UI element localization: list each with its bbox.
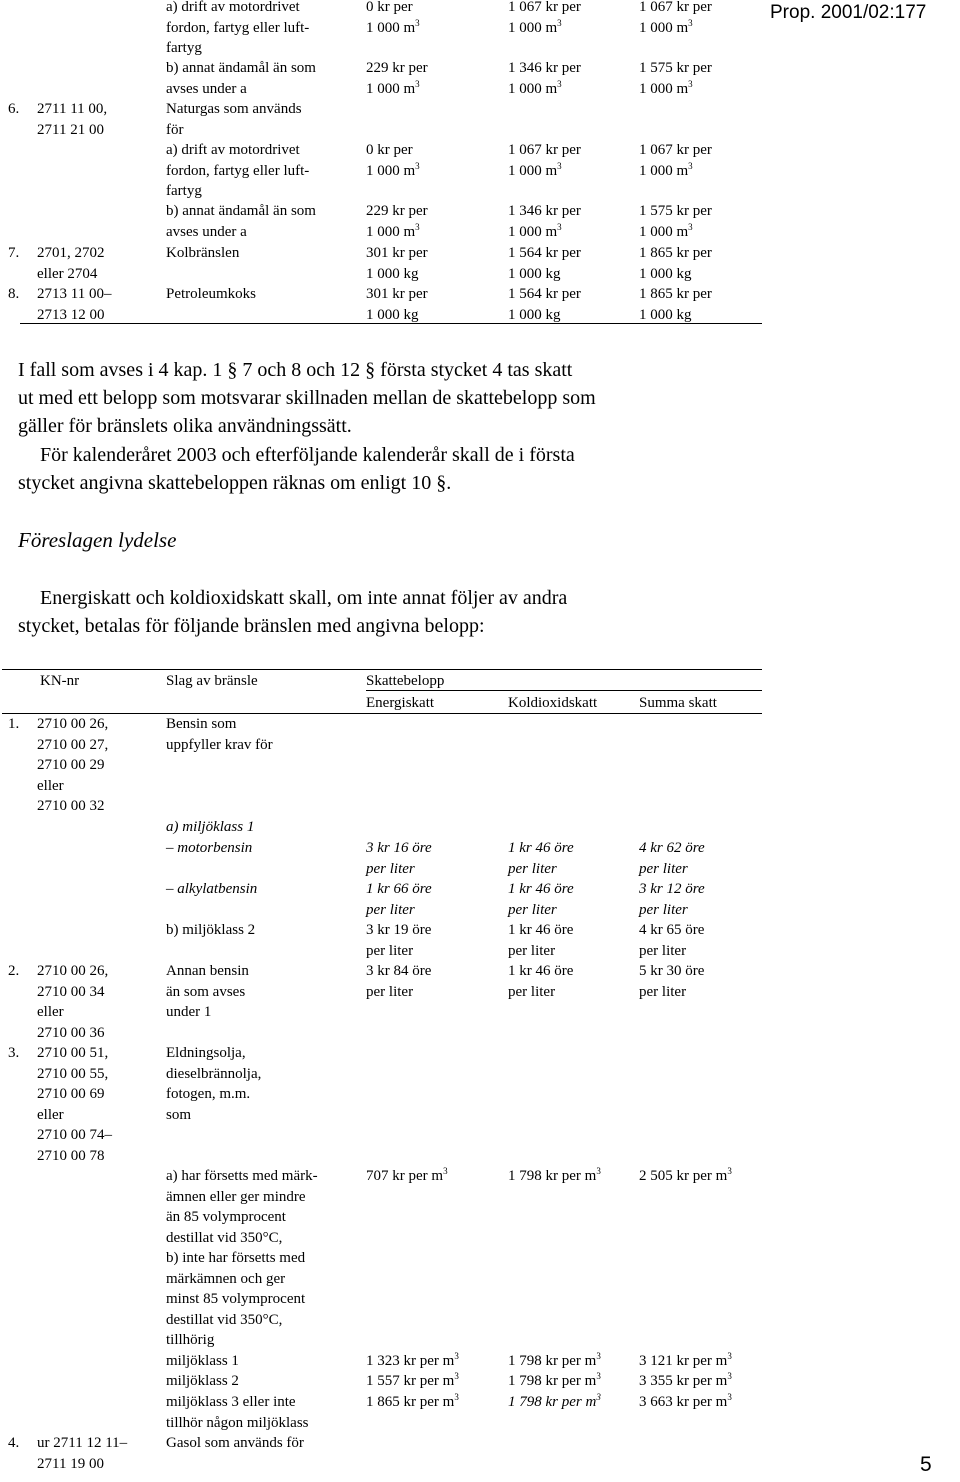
cell-e: 3 kr 84 öre: [366, 963, 432, 979]
cell-kn: eller 2704: [37, 265, 98, 282]
cell-v3: 1 000 $m^3$: [639, 221, 693, 240]
cell-e: 1 557 kr per $m^3$: [366, 1371, 459, 1389]
header-co2-tax: Koldioxidskatt: [508, 695, 598, 711]
cell-c: 1 kr 46 öre: [508, 881, 574, 897]
cell-v1: 301 kr per: [366, 286, 428, 302]
cell-kn: 2711 19 00: [37, 1455, 104, 1472]
cell-v1: 0 kr per: [366, 142, 413, 158]
cell-c: per liter: [508, 901, 557, 918]
cell-s: per liter: [639, 983, 687, 1000]
cell-e: 1 323 kr per $m^3$: [366, 1351, 459, 1369]
cell-kn: 2710 00 51,: [37, 1045, 109, 1061]
header-kn-nr: KN-nr: [40, 673, 80, 689]
cell-v3: 1 575 kr per: [639, 203, 712, 219]
cell-v3: 1 000 kg: [639, 306, 692, 323]
cell-v2: 1 000 $m^3$: [508, 160, 562, 179]
cell-kind: Bensin som: [166, 716, 237, 732]
cell-c: 1 798 kr per $m^3$: [508, 1166, 601, 1184]
cell-kind: b) inte har försetts med: [166, 1250, 306, 1266]
cell-kind: b) annat ändamål än som: [166, 60, 316, 76]
cell-s: 2 505 kr per $m^3$: [639, 1166, 732, 1184]
cell-v2: 1 067 kr per: [508, 142, 581, 158]
cell-no: 3.: [8, 1045, 20, 1061]
cell-v2: 1 346 kr per: [508, 60, 581, 76]
cell-kn: 2711 21 00: [37, 121, 104, 138]
cell-s: 5 kr 30 öre: [639, 963, 705, 979]
cell-kn: 2710 00 74–: [37, 1127, 112, 1143]
cell-kn: 2710 00 34: [37, 983, 105, 1000]
cell-kind: fartyg: [166, 40, 202, 56]
cell-e: 3 kr 16 öre: [366, 840, 432, 856]
cell-kind: a) drift av motordrivet: [166, 0, 300, 15]
cell-kind: Kolbränslen: [166, 245, 240, 261]
cell-s: 3 355 kr per $m^3$: [639, 1371, 732, 1389]
cell-kn: 2701, 2702: [37, 245, 105, 261]
cell-v1: 229 kr per: [366, 60, 428, 76]
cell-kind: destillat vid 350°C,: [166, 1311, 283, 1328]
header-total-tax: Summa skatt: [639, 695, 717, 711]
cell-kind: – alkylatbensin: [166, 881, 258, 897]
header-fuel-type: Slag av bränsle: [166, 673, 258, 689]
cell-s: 3 kr 12 öre: [639, 881, 705, 897]
cell-v1: 1 000 kg: [366, 306, 419, 323]
proposition-number: Prop. 2001/02:177: [770, 2, 927, 23]
table1-bottom-rule: [20, 323, 762, 324]
cell-kind: Annan bensin: [166, 963, 249, 979]
cell-kn: eller: [37, 1004, 64, 1020]
cell-no: 8.: [8, 286, 20, 302]
cell-c: 1 kr 46 öre: [508, 963, 574, 979]
cell-v3: 1 575 kr per: [639, 60, 712, 76]
p2-line: För kalenderåret 2003 och efterföljande kalenderår skall de i första: [40, 444, 575, 466]
cell-c: 1 798 kr per $m^3$: [508, 1351, 601, 1369]
cell-v1: 229 kr per: [366, 203, 428, 219]
cell-no: 6.: [8, 101, 20, 117]
header-tax-rule: [366, 690, 762, 691]
cell-v2: 1 564 kr per: [508, 245, 581, 261]
cell-e: per liter: [366, 860, 415, 877]
section-heading-proposed: Föreslagen lydelse: [18, 528, 177, 552]
cell-e: 707 kr per $m^3$: [366, 1166, 448, 1184]
cell-kind: än som avses: [166, 983, 246, 1000]
cell-v2: 1 000 kg: [508, 306, 561, 323]
cell-v3: 1 865 kr per: [639, 286, 712, 302]
cell-v1: 1 000 $m^3$: [366, 221, 420, 240]
cell-kind: avses under a: [166, 80, 247, 97]
cell-s: 4 kr 62 öre: [639, 840, 705, 856]
cell-c: 1 kr 46 öre: [508, 922, 574, 938]
cell-kn: 2710 00 69: [37, 1086, 105, 1102]
cell-s: 3 663 kr per $m^3$: [639, 1392, 732, 1410]
cell-v3: 1 067 kr per: [639, 142, 712, 158]
cell-v2: 1 000 $m^3$: [508, 221, 562, 240]
cell-c: 1 798 kr per $m^3$: [508, 1392, 601, 1410]
cell-s: 3 121 kr per $m^3$: [639, 1351, 732, 1369]
cell-kn: 2711 11 00,: [37, 101, 108, 117]
cell-kind: Naturgas som används: [166, 101, 302, 117]
cell-v3: 1 000 $m^3$: [639, 17, 693, 36]
cell-no: 7.: [8, 245, 20, 261]
cell-kn: 2710 00 55,: [37, 1065, 109, 1082]
cell-kind: – motorbensin: [166, 840, 253, 856]
cell-kind: miljöklass 2: [166, 1373, 239, 1389]
cell-v2: 1 564 kr per: [508, 286, 581, 302]
cell-kind: dieselbrännolja,: [166, 1065, 262, 1082]
cell-kind: miljöklass 3 eller inte: [166, 1394, 296, 1410]
cell-e: per liter: [366, 901, 415, 918]
cell-kn: 2710 00 78: [37, 1147, 105, 1164]
cell-kind: fotogen, m.m.: [166, 1086, 251, 1102]
cell-kind: ämnen eller ger mindre: [166, 1188, 306, 1205]
cell-kind: uppfyller krav för: [166, 736, 273, 753]
cell-kind: tillhör någon miljöklass: [166, 1414, 309, 1431]
cell-v2: 1 000 $m^3$: [508, 17, 562, 36]
cell-kn: eller: [37, 1106, 64, 1123]
cell-kn: 2713 11 00–: [37, 286, 112, 302]
p2-line: stycket angivna skattebeloppen räknas om enligt 10 §.: [18, 472, 452, 494]
cell-v3: 1 000 kg: [639, 265, 692, 282]
cell-v3: 1 067 kr per: [639, 0, 712, 15]
cell-kind: under 1: [166, 1004, 212, 1020]
cell-kind: än 85 volymprocent: [166, 1209, 286, 1225]
cell-kind: a) drift av motordrivet: [166, 142, 300, 158]
cell-kind: b) annat ändamål än som: [166, 203, 316, 219]
cell-kind: a) miljöklass 1: [166, 819, 255, 835]
cell-kind: fartyg: [166, 183, 202, 199]
p3-line: Energiskatt och koldioxidskatt skall, om inte annat följer av andra: [40, 587, 568, 609]
cell-c: 1 kr 46 öre: [508, 840, 574, 856]
cell-kn: 2713 12 00: [37, 306, 105, 323]
cell-kind: för: [166, 121, 184, 138]
cell-kind: minst 85 volymprocent: [166, 1291, 306, 1307]
cell-v2: 1 000 kg: [508, 265, 561, 282]
cell-c: per liter: [508, 983, 556, 1000]
cell-kind: som: [166, 1106, 192, 1123]
cell-kind: Petroleumkoks: [166, 286, 256, 302]
table2-header-rule: [2, 713, 762, 714]
p3-line: stycket, betalas för följande bränslen med angivna belopp:: [18, 615, 485, 637]
cell-v1: 1 000 $m^3$: [366, 160, 420, 179]
cell-no: 1.: [8, 716, 20, 732]
cell-e: 1 865 kr per $m^3$: [366, 1392, 459, 1410]
cell-kind: a) har försetts med märk-: [166, 1168, 318, 1184]
cell-kind: tillhörig: [166, 1332, 215, 1348]
cell-s: per liter: [639, 942, 687, 959]
p1-line: ut med ett belopp som motsvarar skillnaden mellan de skattebelopp som: [18, 387, 596, 409]
cell-kind: avses under a: [166, 223, 247, 240]
cell-s: 4 kr 65 öre: [639, 922, 705, 938]
cell-v1: 1 000 $m^3$: [366, 17, 420, 36]
cell-kind: fordon, fartyg eller luft-: [166, 19, 310, 36]
cell-kn: eller: [37, 777, 64, 794]
cell-kn: 2710 00 36: [37, 1024, 105, 1041]
page-number: 5: [920, 1453, 932, 1476]
cell-e: per liter: [366, 983, 414, 1000]
cell-s: per liter: [639, 901, 688, 918]
cell-kn: 2710 00 26,: [37, 963, 109, 979]
cell-c: per liter: [508, 942, 556, 959]
cell-e: 3 kr 19 öre: [366, 922, 432, 938]
cell-v3: 1 000 $m^3$: [639, 78, 693, 97]
header-tax-amount: Skattebelopp: [366, 673, 445, 689]
cell-v1: 301 kr per: [366, 245, 428, 261]
cell-v1: 1 000 kg: [366, 265, 419, 282]
cell-kind: destillat vid 350°C,: [166, 1229, 283, 1246]
cell-kn: 2710 00 29: [37, 757, 105, 773]
cell-e: per liter: [366, 942, 414, 959]
cell-kind: miljöklass 1: [166, 1353, 239, 1369]
p1-line: gäller för bränslets olika användningssätt.: [18, 415, 352, 437]
header-energy-tax: Energiskatt: [366, 695, 435, 711]
cell-kn: 2710 00 27,: [37, 736, 109, 753]
cell-v3: 1 000 $m^3$: [639, 160, 693, 179]
cell-kn: 2710 00 26,: [37, 716, 109, 732]
cell-v2: 1 000 $m^3$: [508, 78, 562, 97]
cell-e: 1 kr 66 öre: [366, 881, 432, 897]
cell-c: 1 798 kr per $m^3$: [508, 1371, 601, 1389]
cell-kind: b) miljöklass 2: [166, 922, 256, 938]
cell-v2: 1 346 kr per: [508, 203, 581, 219]
cell-v3: 1 865 kr per: [639, 245, 712, 261]
cell-kind: fordon, fartyg eller luft-: [166, 162, 310, 179]
cell-kind: Gasol som används för: [166, 1435, 304, 1451]
p1-line: I fall som avses i 4 kap. 1 § 7 och 8 och 12 § första stycket 4 tas skatt: [18, 359, 573, 381]
cell-v1: 0 kr per: [366, 0, 413, 15]
cell-s: per liter: [639, 860, 688, 877]
cell-v2: 1 067 kr per: [508, 0, 581, 15]
cell-kn: ur 2711 12 11–: [37, 1435, 128, 1451]
cell-v1: 1 000 $m^3$: [366, 78, 420, 97]
cell-kind: märkämnen och ger: [166, 1270, 286, 1287]
cell-kind: Eldningsolja,: [166, 1045, 246, 1061]
cell-no: 4.: [8, 1435, 20, 1451]
cell-c: per liter: [508, 860, 557, 877]
table2-top-rule: [2, 669, 762, 670]
cell-no: 2.: [8, 963, 20, 979]
cell-kn: 2710 00 32: [37, 798, 105, 814]
